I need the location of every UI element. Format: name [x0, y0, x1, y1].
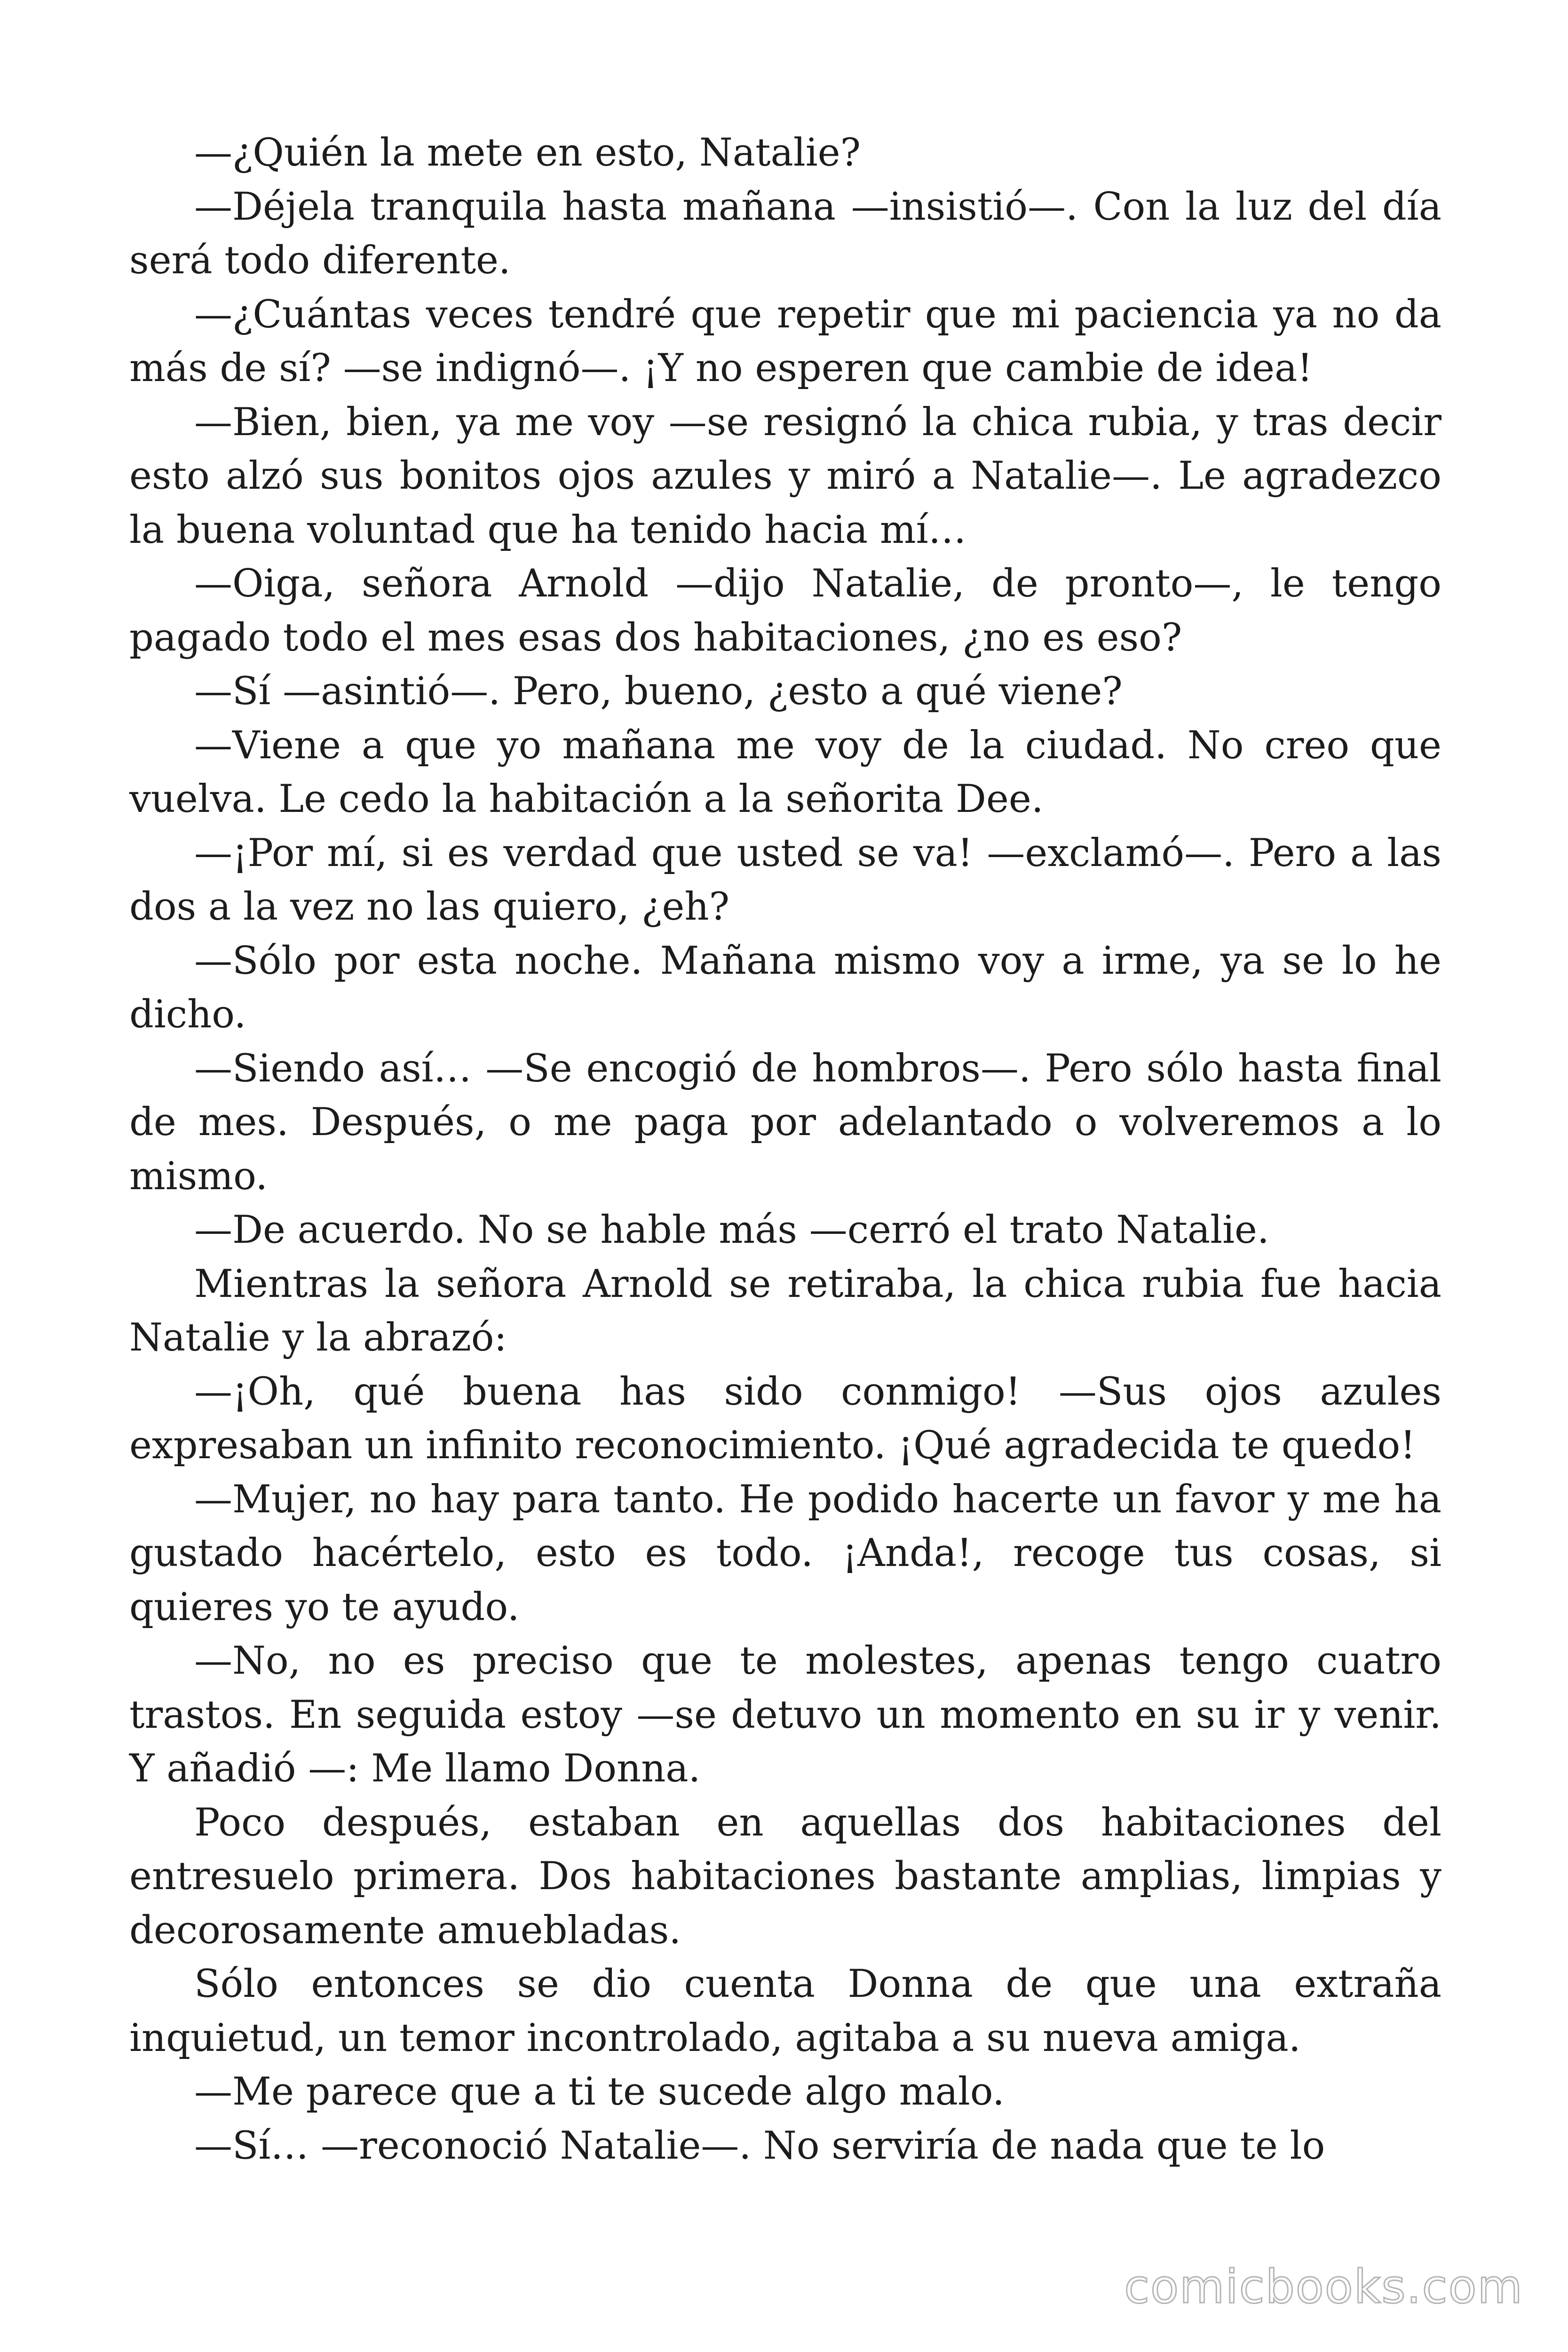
page-body [129, 126, 1441, 2173]
paragraph-13: —¡Oh, qué buena has sido conmigo! —Sus ojos azules expresaban un infinito reconocimiento. ¡Qué agradecida te quedo! [129, 1369, 1441, 1468]
paragraph-12: Mientras la señora Arnold se retiraba, la chica rubia fue hacia Natalie y la abrazó: [129, 1262, 1441, 1360]
paragraph-17: Sólo entonces se dio cuenta Donna de que una extraña inquietud, un temor incontrolado, agitaba a su nueva amiga. [129, 1962, 1441, 2060]
paragraph-19: —Sí… —reconoció Natalie—. No serviría de nada que te lo [194, 2123, 1325, 2168]
paragraph-9: —Sólo por esta noche. Mañana mismo voy a irme, ya se lo he dicho. [129, 938, 1441, 1037]
paragraph-16: Poco después, estaban en aquellas dos habitaciones del entresuelo primera. Dos habitaciones bastante amplias, limpias y decorosamente amuebladas. [129, 1800, 1441, 1953]
paragraph-15: —No, no es preciso que te molestes, apenas tengo cuatro trastos. En seguida estoy —se detuvo un momento en su ir y venir. Y añadió —: Me llamo Donna. [129, 1639, 1441, 1791]
paragraph-5: —Oiga, señora Arnold —dijo Natalie, de pronto—, le tengo pagado todo el mes esas dos habitaciones, ¿no es eso? [129, 562, 1441, 660]
paragraph-6: —Sí —asintió—. Pero, bueno, ¿esto a qué viene? [194, 669, 1123, 714]
paragraph-10: —Siendo así… —Se encogió de hombros—. Pero sólo hasta final de mes. Después, o me paga por adelantado o volveremos a lo mismo. [129, 1046, 1441, 1199]
paragraph-3: —¿Cuántas veces tendré que repetir que mi paciencia ya no da más de sí? —se indignó—. ¡Y no esperen que cambie de idea! [129, 292, 1441, 390]
watermark: comicbooks.com [1124, 2260, 1523, 2314]
paragraph-2: —Déjela tranquila hasta mañana —insistió—. Con la luz del día será todo diferente. [129, 184, 1441, 283]
paragraph-7: —Viene a que yo mañana me voy de la ciudad. No creo que vuelva. Le cedo la habitación a la señorita Dee. [129, 723, 1441, 821]
paragraph-8: —¡Por mí, si es verdad que usted se va! —exclamó—. Pero a las dos a la vez no las quiero, ¿eh? [129, 831, 1441, 929]
paragraph-11: —De acuerdo. No se hable más —cerró el trato Natalie. [194, 1208, 1269, 1252]
paragraph-4: —Bien, bien, ya me voy —se resignó la chica rubia, y tras decir esto alzó sus bonitos ojos azules y miró a Natalie—. Le agradezco la buena voluntad que ha tenido hacia mí… [129, 400, 1441, 552]
paragraph-14: —Mujer, no hay para tanto. He podido hacerte un favor y me ha gustado hacértelo, esto es todo. ¡Anda!, recoge tus cosas, si quieres yo te ayudo. [129, 1477, 1441, 1629]
paragraph-18: —Me parece que a ti te sucede algo malo. [194, 2070, 1005, 2114]
paragraph-1: —¿Quién la mete en esto, Natalie? [194, 131, 861, 175]
